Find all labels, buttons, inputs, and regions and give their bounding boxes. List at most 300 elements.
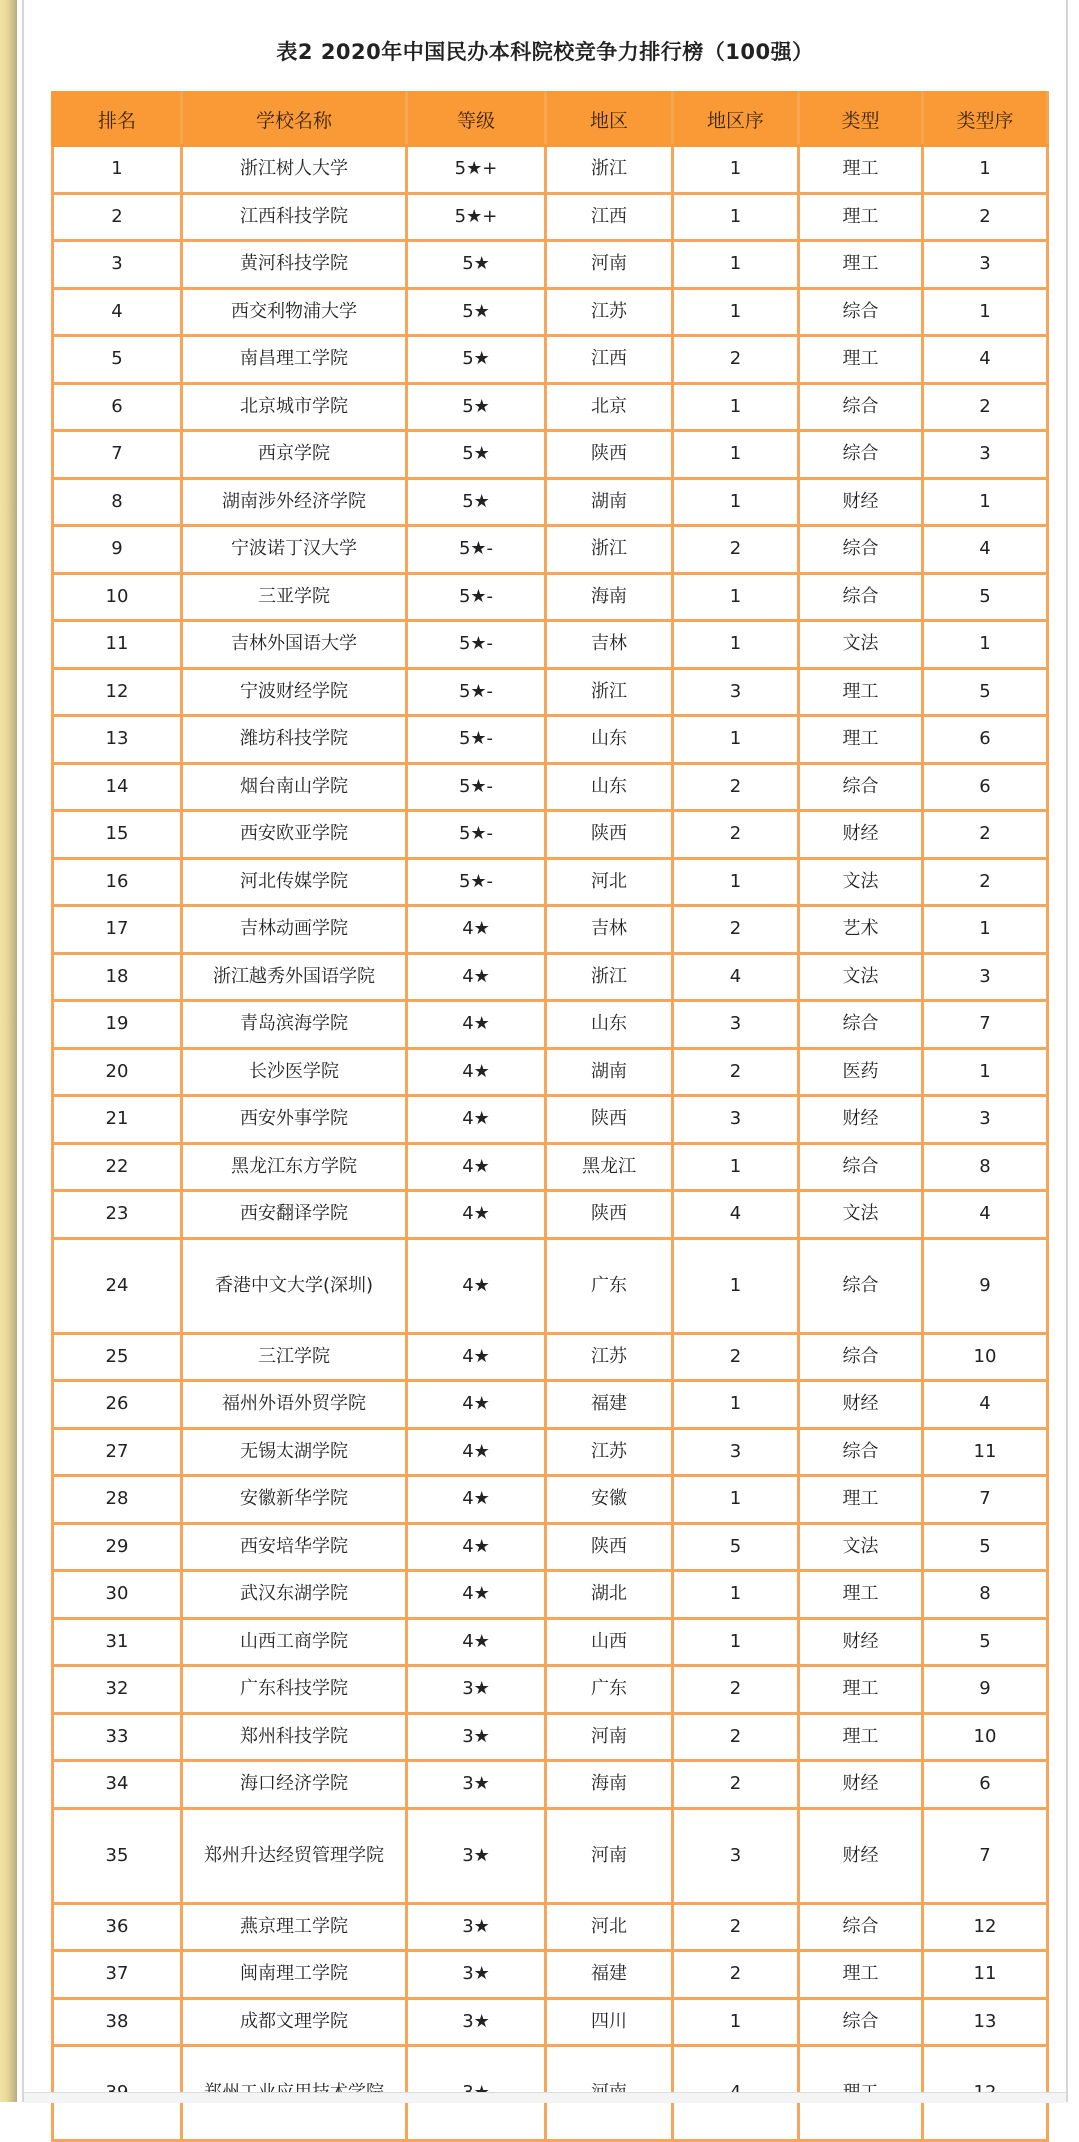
cell-school-name: 黑龙江东方学院 [182, 1143, 407, 1191]
cell-rank: 20 [53, 1048, 182, 1096]
cell-type: 理工 [799, 1666, 923, 1714]
cell-region: 湖北 [546, 1571, 673, 1619]
cell-region: 吉林 [546, 621, 673, 669]
table-row [53, 241, 1048, 289]
cell-grade: 5★- [407, 716, 546, 764]
cell-type: 文法 [799, 1191, 923, 1239]
cell-grade: 3★ [407, 1998, 546, 2046]
cell-grade: 5★- [407, 668, 546, 716]
cell-type-rank: 3 [923, 241, 1048, 289]
cell-region-rank: 2 [673, 763, 799, 811]
cell-school-name: 安徽新华学院 [182, 1476, 407, 1524]
cell-school-name: 无锡太湖学院 [182, 1428, 407, 1476]
cell-grade: 3★ [407, 1713, 546, 1761]
cell-region-rank: 1 [673, 1998, 799, 2046]
table-row [53, 1666, 1048, 1714]
cell-rank: 34 [53, 1761, 182, 1809]
cell-type: 综合 [799, 1998, 923, 2046]
cell-rank: 2 [53, 193, 182, 241]
cell-type-rank: 9 [923, 1666, 1048, 1714]
cell-type: 综合 [799, 1333, 923, 1381]
cell-rank: 21 [53, 1096, 182, 1144]
cell-rank: 35 [53, 1808, 182, 1903]
cell-region-rank: 3 [673, 1428, 799, 1476]
cell-region-rank: 1 [673, 1143, 799, 1191]
cell-grade: 5★ [407, 478, 546, 526]
cell-region-rank: 3 [673, 1096, 799, 1144]
cell-rank: 17 [53, 906, 182, 954]
cell-school-name: 西安培华学院 [182, 1523, 407, 1571]
left-divider [22, 0, 24, 2102]
cell-type: 财经 [799, 478, 923, 526]
cell-type: 文法 [799, 621, 923, 669]
cell-type-rank: 12 [923, 1903, 1048, 1951]
cell-region-rank: 3 [673, 1808, 799, 1903]
cell-type-rank: 9 [923, 1238, 1048, 1333]
cell-type: 文法 [799, 858, 923, 906]
table-row [53, 1238, 1048, 1333]
cell-type: 综合 [799, 763, 923, 811]
cell-school-name: 海口经济学院 [182, 1761, 407, 1809]
table-row [53, 1048, 1048, 1096]
cell-region: 江苏 [546, 288, 673, 336]
cell-grade: 4★ [407, 953, 546, 1001]
cell-school-name: 闽南理工学院 [182, 1951, 407, 1999]
cell-type: 理工 [799, 1951, 923, 1999]
cell-type: 理工 [799, 1571, 923, 1619]
table-row [53, 1476, 1048, 1524]
cell-type: 理工 [799, 1476, 923, 1524]
cell-region-rank: 1 [673, 146, 799, 194]
cell-type-rank: 7 [923, 1808, 1048, 1903]
table-row [53, 478, 1048, 526]
cell-type: 综合 [799, 431, 923, 479]
cell-type: 文法 [799, 953, 923, 1001]
cell-region-rank: 1 [673, 573, 799, 621]
cell-type-rank: 8 [923, 1571, 1048, 1619]
cell-rank: 9 [53, 526, 182, 574]
cell-region: 广东 [546, 1238, 673, 1333]
cell-grade: 3★ [407, 1761, 546, 1809]
cell-type: 综合 [799, 1238, 923, 1333]
cell-type: 医药 [799, 1048, 923, 1096]
table-row [53, 621, 1048, 669]
cell-rank: 22 [53, 1143, 182, 1191]
cell-region-rank: 2 [673, 1666, 799, 1714]
cell-rank: 30 [53, 1571, 182, 1619]
cell-region: 陕西 [546, 1191, 673, 1239]
table-row [53, 1951, 1048, 1999]
cell-type: 理工 [799, 716, 923, 764]
cell-type: 财经 [799, 1618, 923, 1666]
cell-region-rank: 1 [673, 241, 799, 289]
cell-grade: 4★ [407, 1523, 546, 1571]
cell-type-rank: 2 [923, 193, 1048, 241]
cell-region: 河南 [546, 1808, 673, 1903]
cell-type-rank: 8 [923, 1143, 1048, 1191]
cell-region-rank: 1 [673, 193, 799, 241]
cell-school-name: 长沙医学院 [182, 1048, 407, 1096]
cell-region-rank: 1 [673, 478, 799, 526]
cell-type: 财经 [799, 1808, 923, 1903]
cell-type-rank: 6 [923, 1761, 1048, 1809]
cell-region-rank: 2 [673, 1713, 799, 1761]
cell-rank: 11 [53, 621, 182, 669]
cell-region: 河北 [546, 858, 673, 906]
cell-grade: 4★ [407, 1618, 546, 1666]
table-row [53, 146, 1048, 194]
cell-rank: 32 [53, 1666, 182, 1714]
cell-type-rank: 10 [923, 1713, 1048, 1761]
cell-region: 海南 [546, 573, 673, 621]
table-row [53, 288, 1048, 336]
cell-region-rank: 2 [673, 336, 799, 384]
cell-rank: 4 [53, 288, 182, 336]
cell-region-rank: 1 [673, 858, 799, 906]
cell-type-rank: 5 [923, 1523, 1048, 1571]
cell-school-name: 江西科技学院 [182, 193, 407, 241]
table-row [53, 193, 1048, 241]
cell-grade: 5★- [407, 573, 546, 621]
table-row [53, 1523, 1048, 1571]
cell-rank: 1 [53, 146, 182, 194]
cell-school-name: 福州外语外贸学院 [182, 1381, 407, 1429]
cell-grade: 5★+ [407, 193, 546, 241]
cell-school-name: 湖南涉外经济学院 [182, 478, 407, 526]
cell-grade: 5★+ [407, 146, 546, 194]
cell-region: 山东 [546, 716, 673, 764]
cell-type-rank: 2 [923, 858, 1048, 906]
cell-region-rank: 2 [673, 1761, 799, 1809]
cell-rank: 24 [53, 1238, 182, 1333]
cell-region: 福建 [546, 1381, 673, 1429]
cell-rank: 28 [53, 1476, 182, 1524]
cell-type-rank: 4 [923, 1191, 1048, 1239]
cell-rank: 27 [53, 1428, 182, 1476]
cell-region: 四川 [546, 1998, 673, 2046]
cell-region-rank: 2 [673, 811, 799, 859]
cell-school-name: 三亚学院 [182, 573, 407, 621]
cell-rank: 15 [53, 811, 182, 859]
table-row [53, 1143, 1048, 1191]
cell-grade: 4★ [407, 906, 546, 954]
cell-rank: 23 [53, 1191, 182, 1239]
cell-grade: 4★ [407, 1143, 546, 1191]
cell-type: 综合 [799, 383, 923, 431]
cell-region-rank: 1 [673, 1618, 799, 1666]
cell-rank: 31 [53, 1618, 182, 1666]
table-row [53, 431, 1048, 479]
cell-region: 浙江 [546, 146, 673, 194]
table-row [53, 668, 1048, 716]
cell-school-name: 西安翻译学院 [182, 1191, 407, 1239]
cell-school-name: 郑州科技学院 [182, 1713, 407, 1761]
cell-grade: 4★ [407, 1096, 546, 1144]
cell-region-rank: 3 [673, 668, 799, 716]
cell-region: 河南 [546, 1713, 673, 1761]
table-row [53, 336, 1048, 384]
cell-region-rank: 3 [673, 1001, 799, 1049]
cell-grade: 5★- [407, 763, 546, 811]
cell-region-rank: 2 [673, 906, 799, 954]
cell-region: 河南 [546, 241, 673, 289]
bottom-edge [24, 2092, 1066, 2103]
cell-region-rank: 1 [673, 1476, 799, 1524]
cell-region: 陕西 [546, 1096, 673, 1144]
cell-school-name: 黄河科技学院 [182, 241, 407, 289]
cell-region: 陕西 [546, 431, 673, 479]
cell-type-rank: 10 [923, 1333, 1048, 1381]
cell-region: 陕西 [546, 1523, 673, 1571]
cell-school-name: 西京学院 [182, 431, 407, 479]
table-row [53, 1903, 1048, 1951]
cell-region: 山东 [546, 1001, 673, 1049]
table-row [53, 1808, 1048, 1903]
cell-type: 艺术 [799, 906, 923, 954]
cell-school-name: 河北传媒学院 [182, 858, 407, 906]
cell-type-rank: 4 [923, 336, 1048, 384]
table-row [53, 953, 1048, 1001]
cell-region: 江西 [546, 193, 673, 241]
cell-type-rank: 3 [923, 953, 1048, 1001]
table-row [53, 1381, 1048, 1429]
table-body [53, 146, 1048, 2141]
cell-type: 理工 [799, 241, 923, 289]
cell-type-rank: 1 [923, 906, 1048, 954]
cell-type: 财经 [799, 1761, 923, 1809]
cell-type-rank: 1 [923, 621, 1048, 669]
cell-region: 浙江 [546, 526, 673, 574]
table-header-row [53, 93, 1048, 146]
cell-region-rank: 1 [673, 1381, 799, 1429]
cell-region: 浙江 [546, 953, 673, 1001]
cell-type: 理工 [799, 336, 923, 384]
cell-rank: 10 [53, 573, 182, 621]
cell-school-name: 吉林外国语大学 [182, 621, 407, 669]
cell-region-rank: 2 [673, 1951, 799, 1999]
cell-rank: 38 [53, 1998, 182, 2046]
cell-type-rank: 4 [923, 1381, 1048, 1429]
table-row [53, 1001, 1048, 1049]
cell-grade: 5★- [407, 526, 546, 574]
cell-region-rank: 5 [673, 1523, 799, 1571]
cell-school-name: 三江学院 [182, 1333, 407, 1381]
cell-school-name: 宁波财经学院 [182, 668, 407, 716]
cell-type: 财经 [799, 1096, 923, 1144]
cell-school-name: 宁波诺丁汉大学 [182, 526, 407, 574]
cell-grade: 5★ [407, 288, 546, 336]
cell-grade: 5★- [407, 621, 546, 669]
cell-grade: 5★ [407, 431, 546, 479]
cell-region-rank: 1 [673, 288, 799, 336]
cell-region-rank: 2 [673, 526, 799, 574]
cell-type-rank: 11 [923, 1951, 1048, 1999]
cell-type-rank: 1 [923, 288, 1048, 336]
cell-type: 财经 [799, 811, 923, 859]
cell-region: 江西 [546, 336, 673, 384]
cell-school-name: 浙江越秀外国语学院 [182, 953, 407, 1001]
cell-region: 浙江 [546, 668, 673, 716]
cell-grade: 3★ [407, 1903, 546, 1951]
cell-type-rank: 7 [923, 1476, 1048, 1524]
cell-rank: 25 [53, 1333, 182, 1381]
ranking-table [51, 91, 1049, 2142]
cell-school-name: 香港中文大学(深圳) [182, 1238, 407, 1333]
table-row [53, 1333, 1048, 1381]
table-row [53, 1761, 1048, 1809]
cell-rank: 7 [53, 431, 182, 479]
cell-type-rank: 2 [923, 383, 1048, 431]
cell-school-name: 山西工商学院 [182, 1618, 407, 1666]
cell-school-name: 燕京理工学院 [182, 1903, 407, 1951]
table-row [53, 763, 1048, 811]
right-divider [1066, 0, 1068, 2102]
header-region: 地区 [546, 93, 673, 146]
cell-region-rank: 1 [673, 716, 799, 764]
cell-type-rank: 5 [923, 573, 1048, 621]
table-row [53, 1998, 1048, 2046]
table-row [53, 1096, 1048, 1144]
cell-type-rank: 11 [923, 1428, 1048, 1476]
cell-region: 安徽 [546, 1476, 673, 1524]
cell-type: 综合 [799, 1903, 923, 1951]
cell-region: 广东 [546, 1666, 673, 1714]
cell-rank: 14 [53, 763, 182, 811]
cell-type-rank: 5 [923, 1618, 1048, 1666]
cell-rank: 13 [53, 716, 182, 764]
cell-region: 河北 [546, 1903, 673, 1951]
cell-region-rank: 4 [673, 953, 799, 1001]
header-region-rank: 地区序 [673, 93, 799, 146]
cell-type: 综合 [799, 1428, 923, 1476]
cell-grade: 3★ [407, 1951, 546, 1999]
cell-type-rank: 6 [923, 716, 1048, 764]
cell-type-rank: 1 [923, 1048, 1048, 1096]
cell-rank: 12 [53, 668, 182, 716]
cell-school-name: 南昌理工学院 [182, 336, 407, 384]
cell-type-rank: 1 [923, 478, 1048, 526]
cell-rank: 18 [53, 953, 182, 1001]
cell-grade: 4★ [407, 1001, 546, 1049]
cell-school-name: 青岛滨海学院 [182, 1001, 407, 1049]
cell-region-rank: 2 [673, 1333, 799, 1381]
table-row [53, 1428, 1048, 1476]
table-row [53, 1571, 1048, 1619]
header-school-name: 学校名称 [182, 93, 407, 146]
cell-region: 山东 [546, 763, 673, 811]
cell-region: 吉林 [546, 906, 673, 954]
cell-region-rank: 1 [673, 1571, 799, 1619]
cell-school-name: 西交利物浦大学 [182, 288, 407, 336]
cell-grade: 3★ [407, 1666, 546, 1714]
cell-grade: 4★ [407, 1428, 546, 1476]
cell-grade: 4★ [407, 1333, 546, 1381]
cell-region-rank: 1 [673, 621, 799, 669]
cell-grade: 4★ [407, 1571, 546, 1619]
cell-grade: 4★ [407, 1381, 546, 1429]
cell-school-name: 成都文理学院 [182, 1998, 407, 2046]
cell-region-rank: 4 [673, 1191, 799, 1239]
table-row [53, 1191, 1048, 1239]
cell-type-rank: 5 [923, 668, 1048, 716]
cell-school-name: 西安欧亚学院 [182, 811, 407, 859]
table-row [53, 573, 1048, 621]
cell-type-rank: 3 [923, 1096, 1048, 1144]
cell-type-rank: 13 [923, 1998, 1048, 2046]
cell-school-name: 浙江树人大学 [182, 146, 407, 194]
cell-rank: 8 [53, 478, 182, 526]
cell-region: 福建 [546, 1951, 673, 1999]
cell-rank: 6 [53, 383, 182, 431]
cell-region: 湖南 [546, 1048, 673, 1096]
cell-type: 文法 [799, 1523, 923, 1571]
cell-type: 理工 [799, 193, 923, 241]
cell-grade: 4★ [407, 1238, 546, 1333]
cell-type-rank: 7 [923, 1001, 1048, 1049]
cell-type: 综合 [799, 526, 923, 574]
cell-school-name: 西安外事学院 [182, 1096, 407, 1144]
cell-school-name: 郑州升达经贸管理学院 [182, 1808, 407, 1903]
cell-type-rank: 4 [923, 526, 1048, 574]
cell-grade: 5★ [407, 241, 546, 289]
cell-grade: 5★- [407, 858, 546, 906]
cell-type: 理工 [799, 668, 923, 716]
cell-rank: 26 [53, 1381, 182, 1429]
cell-region: 江苏 [546, 1428, 673, 1476]
cell-rank: 16 [53, 858, 182, 906]
cell-region: 海南 [546, 1761, 673, 1809]
cell-type: 综合 [799, 1001, 923, 1049]
cell-grade: 3★ [407, 1808, 546, 1903]
cell-region: 江苏 [546, 1333, 673, 1381]
table-row [53, 858, 1048, 906]
table-row [53, 906, 1048, 954]
cell-rank: 29 [53, 1523, 182, 1571]
cell-type-rank: 1 [923, 146, 1048, 194]
header-type: 类型 [799, 93, 923, 146]
cell-school-name: 烟台南山学院 [182, 763, 407, 811]
cell-rank: 19 [53, 1001, 182, 1049]
cell-school-name: 广东科技学院 [182, 1666, 407, 1714]
table-row [53, 526, 1048, 574]
cell-type-rank: 3 [923, 431, 1048, 479]
cell-region: 黑龙江 [546, 1143, 673, 1191]
table-row [53, 1618, 1048, 1666]
cell-region: 山西 [546, 1618, 673, 1666]
cell-school-name: 北京城市学院 [182, 383, 407, 431]
cell-region-rank: 2 [673, 1048, 799, 1096]
table-row [53, 383, 1048, 431]
cell-rank: 36 [53, 1903, 182, 1951]
left-decorative-strip [0, 0, 17, 2102]
cell-school-name: 潍坊科技学院 [182, 716, 407, 764]
cell-region-rank: 1 [673, 1238, 799, 1333]
cell-region-rank: 2 [673, 1903, 799, 1951]
table-row [53, 1713, 1048, 1761]
cell-type: 综合 [799, 288, 923, 336]
cell-type: 综合 [799, 1143, 923, 1191]
cell-region-rank: 1 [673, 383, 799, 431]
cell-region-rank: 1 [673, 431, 799, 479]
cell-region: 陕西 [546, 811, 673, 859]
cell-rank: 5 [53, 336, 182, 384]
cell-type: 综合 [799, 573, 923, 621]
cell-grade: 4★ [407, 1476, 546, 1524]
cell-grade: 5★- [407, 811, 546, 859]
cell-region: 北京 [546, 383, 673, 431]
cell-grade: 5★ [407, 336, 546, 384]
cell-grade: 4★ [407, 1191, 546, 1239]
